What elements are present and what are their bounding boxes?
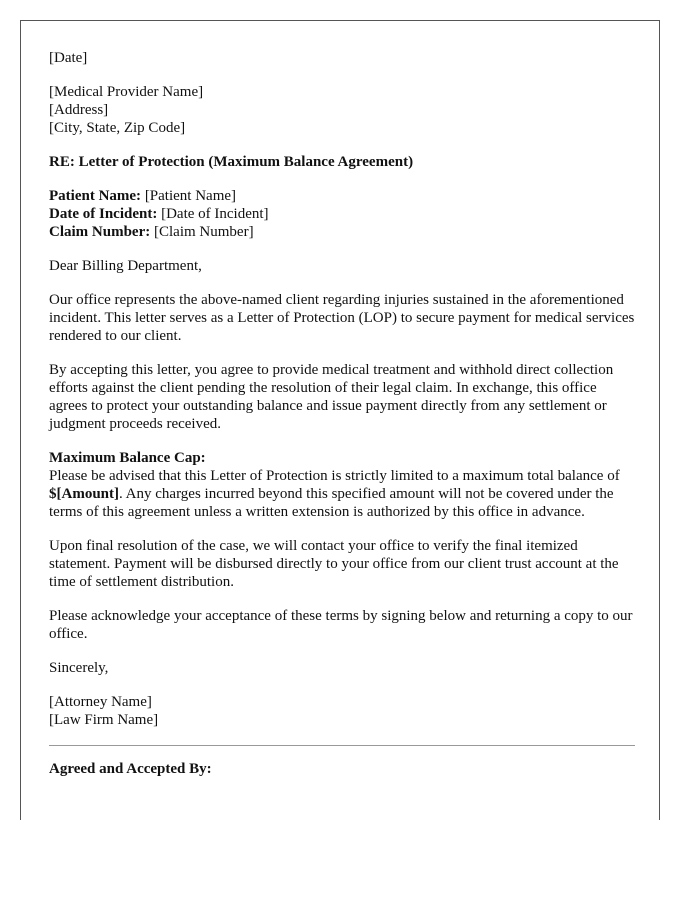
subject-line: RE: Letter of Protection (Maximum Balance Agreement) [49, 154, 414, 170]
letter-body [49, 49, 635, 794]
paragraph-acknowledge: Please acknowledge your acceptance of these terms by signing below and returning a copy to our office. [49, 608, 633, 642]
recipient-name: [Medical Provider Name] [49, 84, 204, 100]
letter-date: [Date] [49, 50, 88, 66]
paragraph-representation: Our office represents the above-named client regarding injuries sustained in the aforementioned incident. This letter serves as a Letter of Protection (LOP) to secure payment for medical services rendered to our client. [49, 292, 635, 344]
section-divider [49, 745, 635, 746]
paragraph-resolution: Upon final resolution of the case, we will contact your office to verify the final itemized statement. Payment will be disbursed directly to your office from our client trust account at the time of settlement distribution. [49, 538, 619, 590]
recipient-address: [Address] [49, 102, 109, 118]
paragraph-agreement: By accepting this letter, you agree to provide medical treatment and withhold direct collection efforts against the client pending the resolution of their legal claim. In exchange, this office agrees to protect your outstanding balance and issue payment directly from any settlement or judgment proceeds received. [49, 362, 614, 432]
patient-name-value: [Patient Name] [141, 188, 237, 204]
law-firm-name: [Law Firm Name] [49, 712, 159, 728]
balance-cap-heading: Maximum Balance Cap: [49, 450, 206, 466]
recipient-block [49, 83, 635, 137]
claim-number-value: [Claim Number] [150, 224, 254, 240]
incident-date-row [49, 205, 635, 223]
claim-number-row [49, 223, 635, 241]
balance-cap-text-after: . Any charges incurred beyond this specified amount will not be covered under the terms of this agreement unless a written extension is authorized by this office in advance. [49, 486, 614, 520]
balance-cap-text-before: Please be advised that this Letter of Protection is strictly limited to a maximum total balance of [49, 468, 620, 484]
attorney-name: [Attorney Name] [49, 694, 152, 710]
patient-info-block [49, 187, 635, 241]
salutation: Dear Billing Department, [49, 258, 202, 274]
incident-date-value: [Date of Incident] [157, 206, 269, 222]
incident-date-label: Date of Incident: [49, 206, 158, 222]
patient-name-label: Patient Name: [49, 188, 142, 204]
letter-page [20, 20, 660, 820]
balance-cap-section [49, 449, 635, 521]
balance-cap-amount: $[Amount] [49, 486, 119, 502]
recipient-city-state-zip: [City, State, Zip Code] [49, 120, 186, 136]
signature-block [49, 693, 635, 729]
closing: Sincerely, [49, 660, 109, 676]
claim-number-label: Claim Number: [49, 224, 151, 240]
acceptance-heading: Agreed and Accepted By: [49, 761, 212, 777]
patient-name-row [49, 187, 635, 205]
